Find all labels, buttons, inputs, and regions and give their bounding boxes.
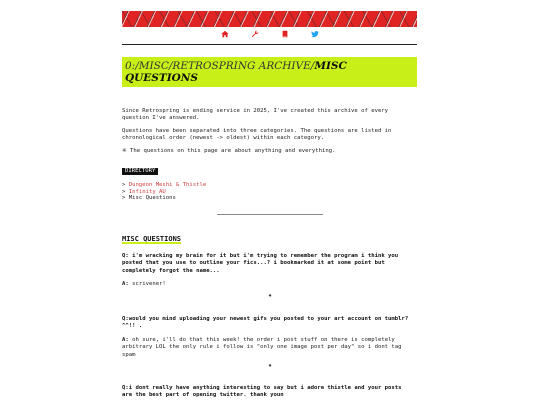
directory-list	[122, 182, 206, 202]
book-icon[interactable]	[281, 30, 289, 38]
directory-marker: >	[122, 188, 129, 195]
twitter-icon[interactable]	[311, 30, 319, 38]
answer-label: A:	[122, 337, 129, 343]
header-banner	[122, 11, 417, 27]
answer-1	[122, 281, 414, 288]
answer-label: A:	[122, 281, 129, 287]
directory-item	[122, 189, 206, 196]
answer-text: scrivener!	[128, 281, 166, 287]
separator-star: ✷	[268, 292, 272, 299]
page-title-emphasis: MISC QUESTIONS	[125, 60, 347, 84]
separator-star: ✷	[268, 362, 272, 369]
answer-2	[122, 337, 414, 359]
directory-item	[122, 195, 206, 202]
question-3: Q:i dont really have anything interesting to say but i adore thistle and your posts are the best part of opening twitter. thank youn	[122, 385, 402, 399]
home-icon[interactable]	[221, 30, 229, 38]
intro-paragraph-1: Since Retrospring is ending service in 2025, I've created this archive of every question I've answered.	[122, 108, 389, 122]
directory-marker: >	[122, 195, 129, 202]
directory-link-dungeon-meshi[interactable]: Dungeon Meshi & Thistle	[128, 182, 207, 188]
section-divider	[217, 214, 323, 215]
directory-marker: >	[122, 182, 129, 188]
answer-text: oh sure, i'll do that this week! the order i post stuff on there is completely arbitrary LOL the only rule i follow is "only one image post per day" so i dont tag spam	[122, 337, 402, 358]
page-title	[122, 57, 417, 87]
directory-item	[122, 182, 206, 189]
directory-link-infinity-au[interactable]: Infinity AU	[128, 188, 166, 195]
intro-paragraph-3: ※ The questions on this page are about anything and everything.	[122, 148, 336, 154]
wrench-icon[interactable]	[251, 30, 259, 38]
top-divider	[122, 44, 417, 45]
directory-label: DIRECTORY	[122, 168, 158, 175]
nav-bar	[122, 30, 417, 42]
intro-paragraph-2: Questions have been separated into three categories. The questions are listed in chronological order (newest -> oldest) within each category.	[122, 128, 392, 142]
question-1: Q: i'm wracking my brain for it but i'm trying to remember the program i think you posted that you use to outline your fics...? i bookmarked it at some point but completely forgot the name...	[122, 253, 399, 274]
question-2: Q:would you mind uploading your newest gifs you posted to your art account on tumblr? ^^!! .	[122, 316, 409, 330]
directory-current-misc: Misc Questions	[128, 195, 176, 202]
section-heading: MISC QUESTIONS	[122, 235, 182, 243]
page-title-prefix: 0:/MISC/RETROSPRING ARCHIVE/	[125, 60, 315, 72]
